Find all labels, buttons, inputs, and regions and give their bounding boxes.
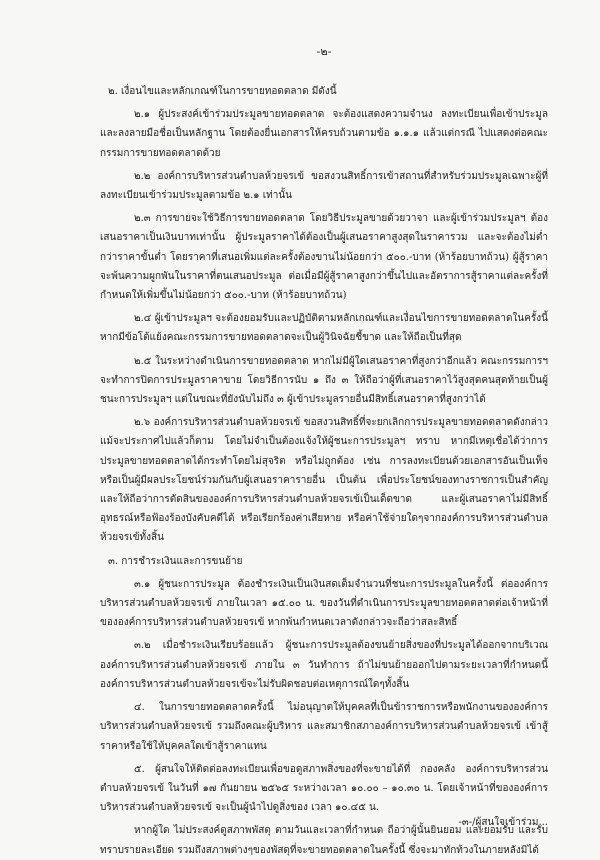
paragraph: ๒.๑ ผู้ประสงค์เข้าร่วมประมูลขายทอดตลาด จะต้องแสดงความจำนง ลงทะเบียนเพื่อเข้าประมูล และลงลายมือชื่อเป็นหลักฐาน โดยต้องยื่นเอกสารให้ครบถ้วนตามข้อ ๑.๑.๑ แล้วแต่กรณี ไปแสดงต่อคณะกรรมการขายทอดตลาดด้วย (100, 109, 548, 159)
paragraph: ๒.๔ ผู้เข้าประมูลฯ จะต้องยอมรับและปฏิบัติตามหลักเกณฑ์และเงื่อนไขการขายทอดตลาดในครั้งนี้ หากมีข้อโต้แย้งคณะกรรมการขายทอดตลาดจะเป็นผู้วินิจฉัยชี้ขาด และให้ถือเป็นที่สุด (100, 313, 548, 344)
paragraph: ๒.๕ ในระหว่างดำเนินการขายทอดตลาด หากไม่มีผู้ใดเสนอราคาที่สูงกว่าอีกแล้ว คณะกรรมการฯ จะทำการปิดการประมูลราคาขาย โดยวิธีการนับ ๑ ถึง ๓ ให้ถือว่าผู้ที่เสนอราคาไว้สูงสุดคนสุดท้ายเป็นผู้ชนะการประมูลฯ แต่ในขณะที่ยังนับไม่ถึง ๓ ผู้เข้าประมูลรายอื่นมีสิทธิ์เสนอราคาที่สูงกว่าได้ (100, 355, 548, 406)
paragraph: ๔. ในการขายทอดตลาดครั้งนี้ ไม่อนุญาตให้บุคคลที่เป็นข้าราชการหรือพนักงานขององค์การบริหารส่วนตำบลห้วยจรเข้ รวมถึงคณะผู้บริหาร และสมาชิกสภาองค์การบริหารส่วนตำบลห้วยจรเข้ เข้าสู้ราคาหรือใช้ให้บุคคลใดเข้าสู้ราคาแทน (100, 702, 548, 752)
page-number: -๒- (316, 45, 332, 58)
section-heading: ๓. การชำระเงินและการขนย้าย (108, 555, 243, 567)
paragraph: ๒.๖ องค์การบริหารส่วนตำบลห้วยจรเข้ ขอสงวนสิทธิ์ที่จะยกเลิกการประมูลขายทอดตลาดดังกล่าว แม้จะประกาศไปแล้วก็ตาม โดยไม่จำเป็นต้องแจ้งให้ผู้ชนะการประมูลฯ ทราบ หากมีเหตุเชื่อได้ว่าการประมูลขายทอดตลาดได้กระทำโดยไม่สุจริต หรือไม่ถูกต้อง เช่น การลงทะเบียนด้วยเอกสารอันเป็นเท็จ หรือเป็นผู้มีผลประโยชน์ร่วมกันกับผู้เสนอราคารายอื่น เป็นต้น เพื่อประโยชน์ของทางราชการเป็นสำคัญและให้ถือว่าการตัดสินขององค์การบริหารส่วนตำบลห้วยจรเข้เป็นเด็ดขาด และผู้เสนอราคาไม่มีสิทธิ์อุทธรณ์หรือฟ้องร้องบังคับคดีได้ หรือเรียกร้องค่าเสียหาย หรือค่าใช้จ่ายใดๆจากองค์การบริหารส่วนตำบลห้วยจรเข้ทั้งสิ้น (100, 417, 548, 544)
paragraph: ๓.๑ ผู้ชนะการประมูล ต้องชำระเงินเป็นเงินสดเต็มจำนวนที่ชนะการประมูลในครั้งนี้ ต่อองค์การบริหารส่วนตำบลห้วยจรเข้ ภายในเวลา ๑๕.๐๐ น. ของวันที่ดำเนินการประมูลขายทอดตลาดต่อเจ้าหน้าที่ขององค์การบริหารส่วนตำบลห้วยจรเข้ หากพ้นกำหนดเวลาดังกล่าวจะถือว่าสละสิทธิ์ (100, 578, 548, 629)
paragraph: หากผู้ใด ไม่ประสงค์ดูสภาพพัสดุ ตามวันและเวลาที่กำหนด ถือว่าผู้นั้นยินยอม และยอมรับ และรับทราบรายละเอียด รวมถึงสภาพต่างๆของพัสดุที่จะขายทอดตลาดในครั้งนี้ ซึ่งจะมาทักท้วงในภายหลังมิได้ (100, 825, 548, 856)
paragraph: ๒.๓ การขายจะใช้วิธีการขายทอดตลาด โดยวิธีประมูลขายด้วยวาจา และผู้เข้าร่วมประมูลฯ ต้องเสนอราคาเป็นเงินบาทเท่านั้น ผู้ประมูลราคาได้ต้องเป็นผู้เสนอราคาสูงสุดในราคารวม และจะต้องไม่ต่ำกว่าราคาขั้นต่ำ โดยราคาที่เสนอเพิ่มแต่ละครั้งต้องขานไม่น้อยกว่า ๕๐๐.-บาท (ห้าร้อยบาทถ้วน) ผู้สู้ราคาจะพ้นความผูกพันในราคาที่ตนเสนอประมูล ต่อเมื่อมีผู้สู้ราคาสูงกว่าขึ้นไปและอัตราการสู้ราคาแต่ละครั้งที่กำหนดให้เพิ่มขึ้นไม่น้อยกว่า ๕๐๐.-บาท (ห้าร้อยบาทถ้วน) (100, 213, 548, 302)
paragraph: ๓.๒ เมื่อชำระเงินเรียบร้อยแล้ว ผู้ชนะการประมูลต้องขนย้ายสิ่งของที่ประมูลได้ออกจากบริเวณองค์การบริหารส่วนตำบลห้วยจรเข้ ภายใน ๓ วันทำการ ถ้าไม่ขนย้ายออกไปตามระยะเวลาที่กำหนดนี้องค์การบริหารส่วนตำบลห้วยจรเข้จะไม่รับผิดชอบต่อเหตุการณ์ใดๆทั้งสิ้น (100, 640, 548, 690)
paragraph: ๒.๒ องค์การบริหารส่วนตำบลห้วยจรเข้ ขอสงวนสิทธิ์การเข้าสถานที่สำหรับร่วมประมูลเฉพาะผู้ที่ลงทะเบียนเข้าร่วมประมูลตามข้อ ๒.๑ เท่านั้น (100, 170, 548, 202)
continuation-footer: -๓-/ผู้สนใจเข้าร่วม... (458, 817, 548, 828)
section-heading: ๒. เงื่อนไขและหลักเกณฑ์ในการขายทอดตลาด มีดังนี้ (108, 86, 337, 97)
document-body (100, 82, 548, 860)
paragraph: ๕. ผู้สนใจให้ติดต่อลงทะเบียนเพื่อขอดูสภาพสิ่งของที่จะขายได้ที่ กองคลัง องค์การบริหารส่วนตำบลห้วยจรเข้ ในวันที่ ๑๗ กันยายน ๒๕๖๕ ระหว่างเวลา ๑๐.๐๐ – ๑๐.๓๐ น. โดยเจ้าหน้าที่ขององค์การบริหารส่วนตำบลห้วยจรเข้ จะเป็นผู้นำไปดูสิ่งของ เวลา ๑๐.๔๕ น. (100, 763, 548, 814)
